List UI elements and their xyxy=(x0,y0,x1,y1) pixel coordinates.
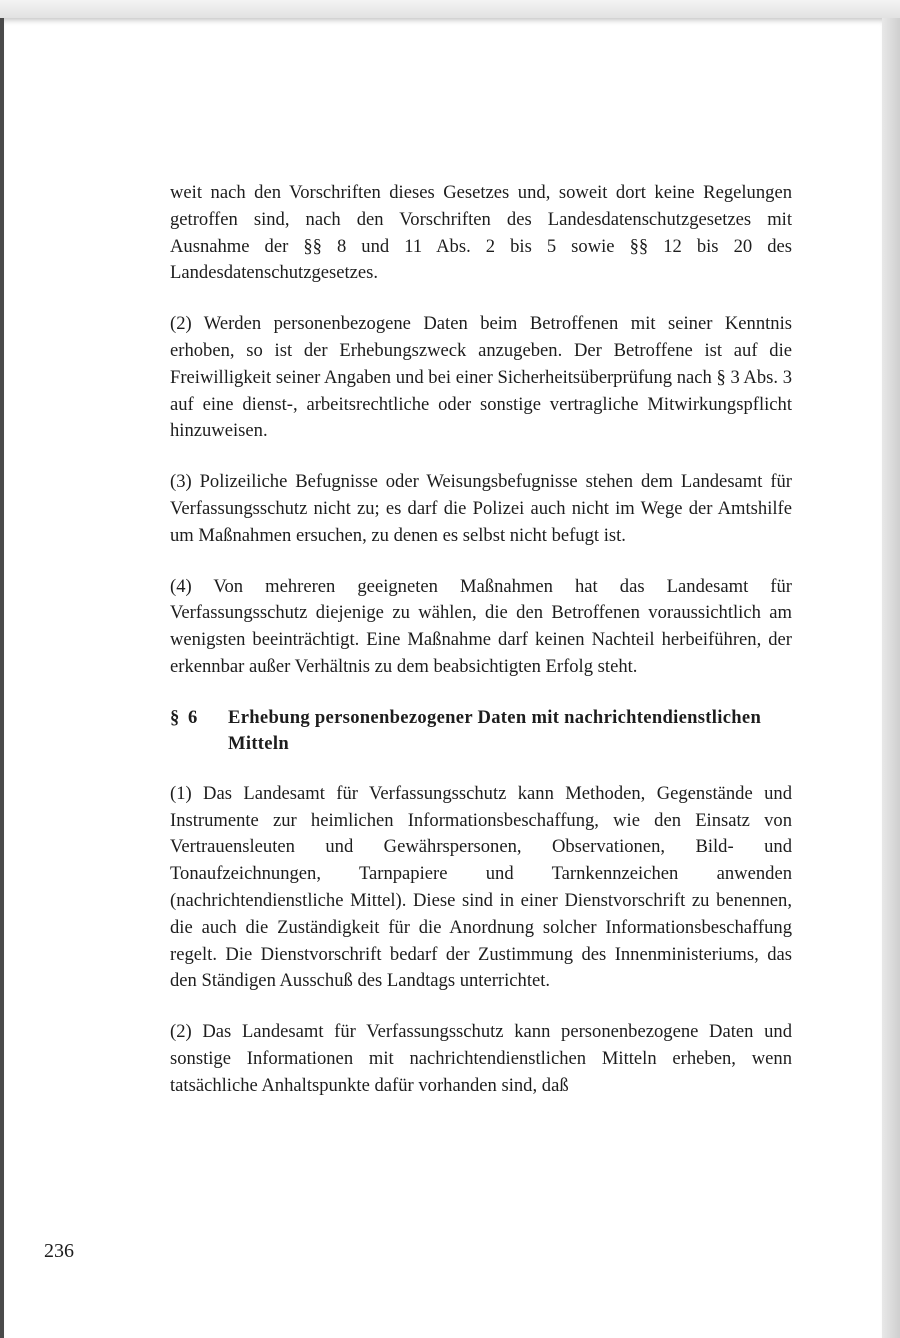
paragraph-2: (2) Werden personenbezogene Daten beim Betroffenen mit seiner Kenntnis erhoben, so ist der Erhebungszweck anzugeben. Der Betroffene ist auf die Freiwilligkeit seiner Angaben und bei einer Sicherheitsüberprüfung nach § 3 Abs. 3 auf eine dienst-, arbeitsrechtliche oder sonstige vertragliche Mitwirkungspflicht hinzuweisen. xyxy=(170,313,792,442)
paragraph-3: (3) Polizeiliche Befugnisse oder Weisungsbefugnisse stehen dem Landesamt für Verfassungsschutz nicht zu; es darf die Polizei auch nicht im Wege der Amtshilfe um Maßnahmen ersuchen, zu denen es selbst nicht befugt ist. xyxy=(170,471,792,546)
section-paragraph-1: (1) Das Landesamt für Verfassungsschutz kann Methoden, Gegenstände und Instrumente zur heimlichen Informationsbeschaffung, wie den Einsatz von Vertrauensleuten und Gewährspersonen, Observationen, Bild- und Tonaufzeichnungen, Tarnpapiere und Tarnkennzeichen anwenden (nachrichtendienstliche Mittel). Diese sind in einer Dienstvorschrift zu benennen, die auch die Zuständigkeit für die Anordnung solcher Informationsbeschaffung regelt. Die Dienstvorschrift bedarf der Zustimmung des Innenministeriums, das den Ständigen Ausschuß des Landtags unterrichtet. xyxy=(170,782,792,992)
section-title: Erhebung personenbezogener Daten mit nachrichtendienstlichen Mitteln xyxy=(228,706,762,754)
scan-right-edge xyxy=(882,18,900,1338)
section-number: § 6 xyxy=(170,706,200,728)
body-text xyxy=(170,180,792,1124)
paragraph-continuation: weit nach den Vorschriften dieses Gesetzes und, soweit dort keine Regelungen getroffen sind, nach den Vorschriften des Landesdatenschutzgesetzes mit Ausnahme der §§ 8 und 11 Abs. 2 bis 5 sowie §§ 12 bis 20 des Landesdatenschutzgesetzes. xyxy=(170,182,792,284)
page-number: 236 xyxy=(44,1240,74,1262)
scan-top-edge xyxy=(0,0,900,18)
section-paragraph-2: (2) Das Landesamt für Verfassungsschutz kann personenbezogene Daten und sonstige Informationen mit nachrichtendienstlichen Mitteln erheben, wenn tatsächliche Anhaltspunkte dafür vorhanden sind, daß xyxy=(170,1021,792,1096)
paragraph-4: (4) Von mehreren geeigneten Maßnahmen hat das Landesamt für Verfassungsschutz diejenige zu wählen, die den Betroffenen voraussichtlich am wenigsten beeinträchtigt. Eine Maßnahme darf keinen Nachteil herbeiführen, der erkennbar außer Verhältnis zu dem beabsichtigten Erfolg steht. xyxy=(170,575,792,677)
section-heading xyxy=(170,705,792,757)
